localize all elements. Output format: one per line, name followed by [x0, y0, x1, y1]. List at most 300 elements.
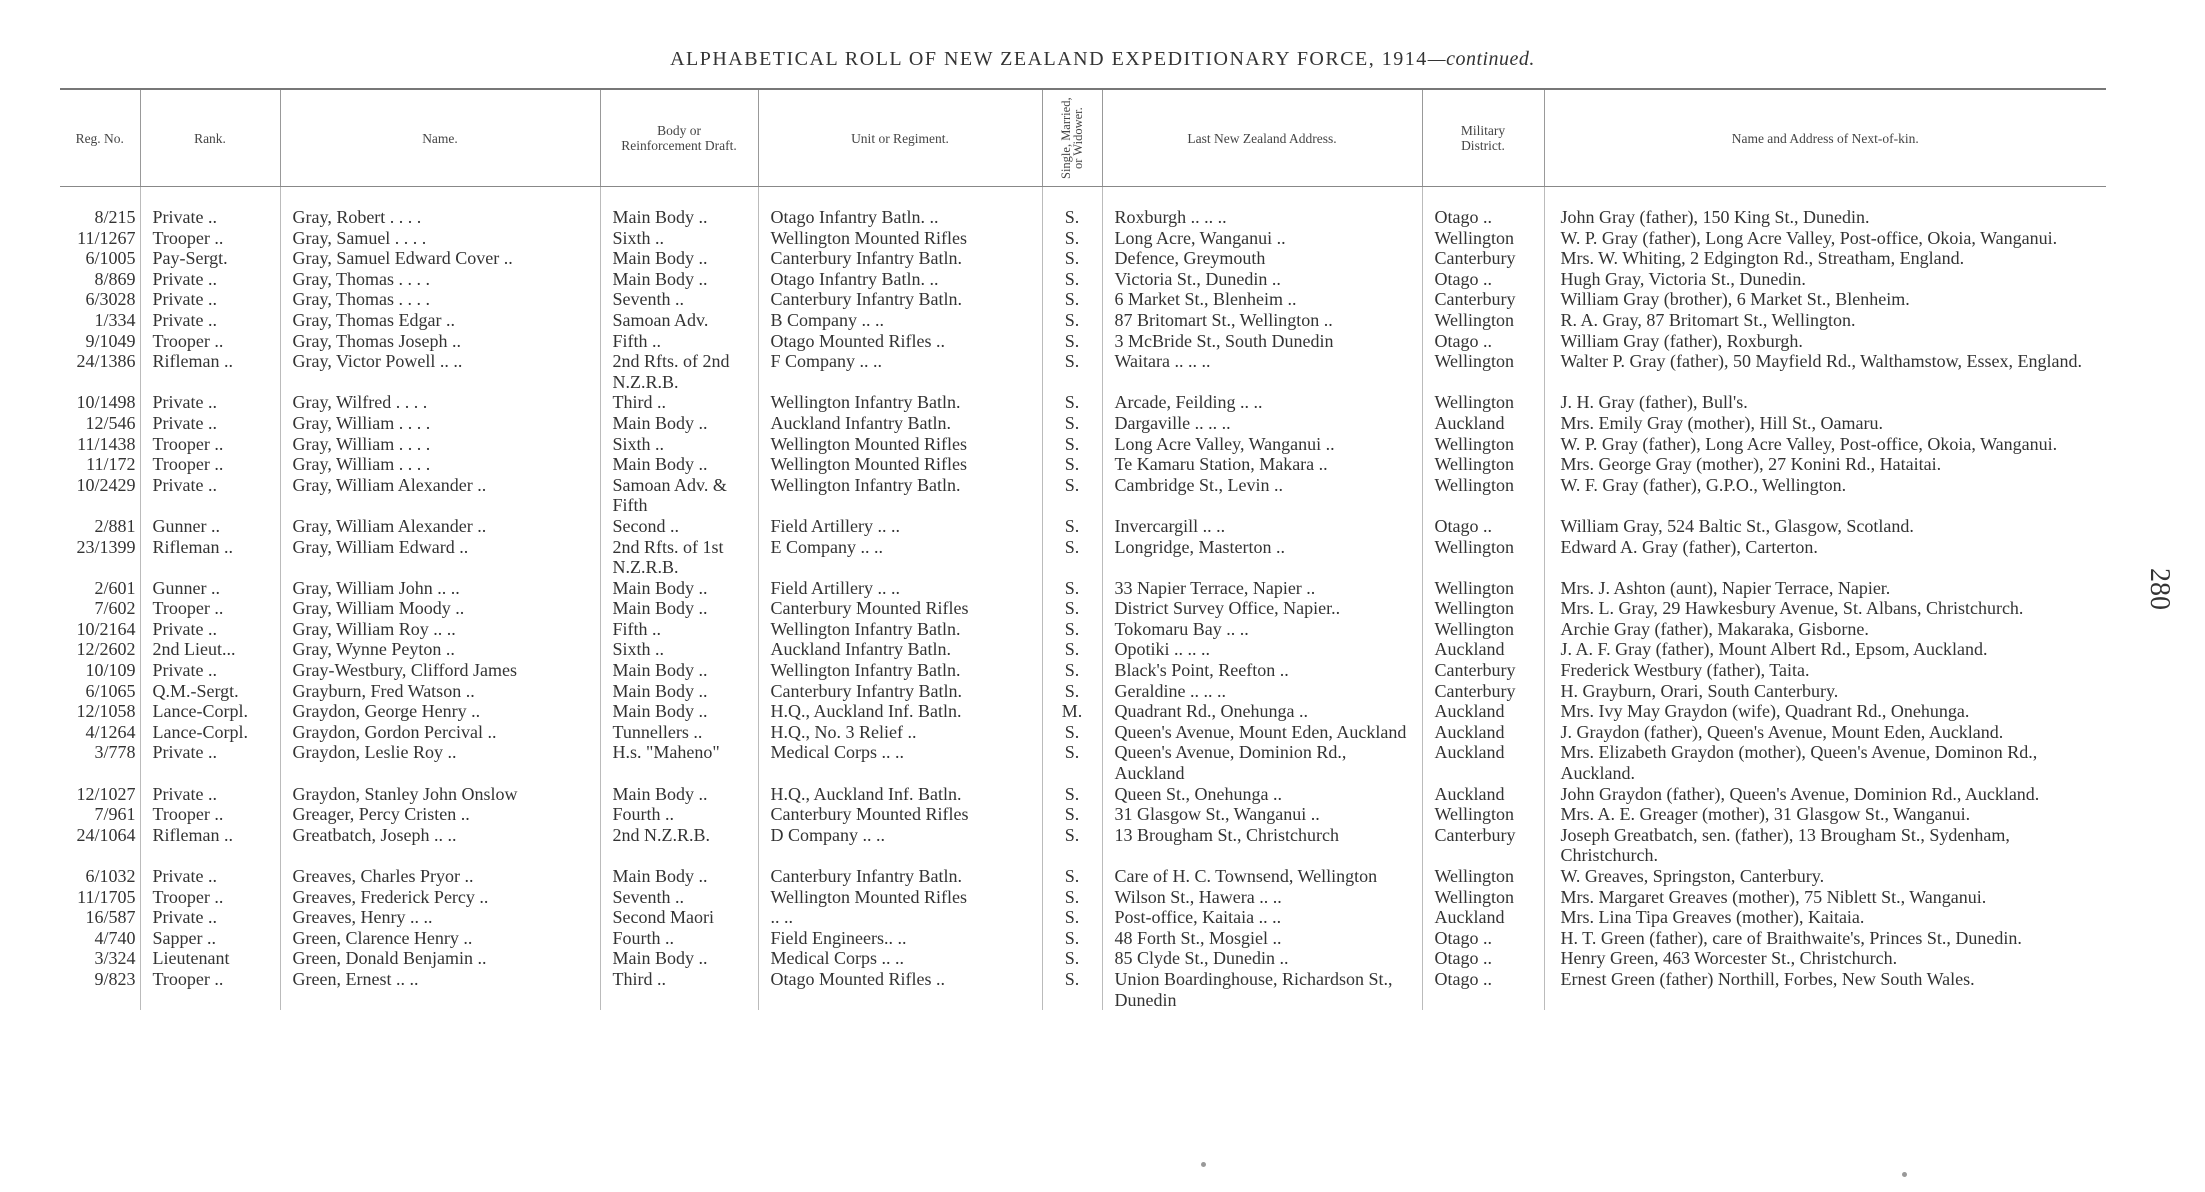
- status-cell: M.: [1042, 701, 1102, 722]
- name-cell: Gray, William Alexander ..: [280, 516, 600, 537]
- reg-no-cell: 6/1065: [85, 680, 136, 701]
- status-cell: S.: [1042, 619, 1102, 640]
- unit-cell: Field Artillery .. ..: [758, 516, 1042, 537]
- address-cell: Waitara .. .. ..: [1102, 351, 1422, 392]
- table-row: [60, 454, 2106, 475]
- district-cell: Wellington: [1422, 228, 1544, 249]
- address-cell: 6 Market St., Blenheim ..: [1102, 289, 1422, 310]
- next-of-kin-cell: John Graydon (father), Queen's Avenue, Dominion Rd., Auckland.: [1544, 784, 2106, 805]
- rank-cell: Private ..: [140, 784, 280, 805]
- col-header-name: Name.: [280, 89, 600, 187]
- rank-cell: Gunner ..: [140, 578, 280, 599]
- next-of-kin-cell: Walter P. Gray (father), 50 Mayfield Rd., Walthamstow, Essex, England.: [1544, 351, 2106, 392]
- address-cell: Cambridge St., Levin ..: [1102, 475, 1422, 516]
- body-cell: Fifth ..: [600, 619, 758, 640]
- next-of-kin-cell: Frederick Westbury (father), Taita.: [1544, 660, 2106, 681]
- reg-no-cell: 4/740: [94, 927, 136, 948]
- rank-cell: Private ..: [140, 187, 280, 228]
- district-cell: Auckland: [1422, 907, 1544, 928]
- table-row: [60, 413, 2106, 434]
- rank-cell: Trooper ..: [140, 804, 280, 825]
- district-cell: Otago ..: [1422, 948, 1544, 969]
- col-header-reg-no: Reg. No.: [60, 89, 140, 187]
- table-row: [60, 392, 2106, 413]
- status-cell: S.: [1042, 969, 1102, 1010]
- name-cell: Gray, Thomas Edgar ..: [280, 310, 600, 331]
- status-cell: S.: [1042, 413, 1102, 434]
- rank-cell: Private ..: [140, 413, 280, 434]
- body-cell: 2nd N.Z.R.B.: [600, 825, 758, 866]
- reg-no-cell: 2/881: [94, 515, 136, 536]
- name-cell: Gray, Samuel . . . .: [280, 228, 600, 249]
- unit-cell: H.Q., Auckland Inf. Batln.: [758, 784, 1042, 805]
- rank-cell: Private ..: [140, 619, 280, 640]
- next-of-kin-cell: Archie Gray (father), Makaraka, Gisborne.: [1544, 619, 2106, 640]
- rank-cell: Q.M.-Sergt.: [140, 681, 280, 702]
- status-cell: S.: [1042, 269, 1102, 290]
- continued-label: —continued.: [1427, 48, 1535, 70]
- unit-cell: E Company .. ..: [758, 537, 1042, 578]
- rank-cell: Private ..: [140, 660, 280, 681]
- col-header-status-text: Single, Married, or Widower.: [1059, 97, 1085, 179]
- body-cell: 2nd Rfts. of 2nd N.Z.R.B.: [600, 351, 758, 392]
- address-cell: Care of H. C. Townsend, Wellington: [1102, 866, 1422, 887]
- next-of-kin-cell: William Gray (brother), 6 Market St., Blenheim.: [1544, 289, 2106, 310]
- table-row: [60, 784, 2106, 805]
- next-of-kin-cell: W. P. Gray (father), Long Acre Valley, Post-office, Okoia, Wanganui.: [1544, 228, 2106, 249]
- col-header-unit: Unit or Regiment.: [758, 89, 1042, 187]
- table-body: [60, 187, 2106, 1011]
- reg-no-cell: 2/601: [94, 577, 136, 598]
- reg-no-cell: 7/602: [94, 598, 136, 619]
- name-cell: Greaves, Henry .. ..: [280, 907, 600, 928]
- unit-cell: Otago Infantry Batln. ..: [758, 187, 1042, 228]
- body-cell: H.s. "Maheno": [600, 742, 758, 783]
- reg-no-cell: 10/2164: [76, 618, 136, 639]
- address-cell: Defence, Greymouth: [1102, 248, 1422, 269]
- reg-no-cell: 11/1705: [77, 886, 136, 907]
- status-cell: S.: [1042, 804, 1102, 825]
- unit-cell: Wellington Mounted Rifles: [758, 887, 1042, 908]
- unit-cell: Canterbury Mounted Rifles: [758, 598, 1042, 619]
- unit-cell: Otago Mounted Rifles ..: [758, 969, 1042, 1010]
- body-cell: 2nd Rfts. of 1st N.Z.R.B.: [600, 537, 758, 578]
- name-cell: Gray, William Roy .. ..: [280, 619, 600, 640]
- table-row: [60, 578, 2106, 599]
- unit-cell: Wellington Infantry Batln.: [758, 475, 1042, 516]
- name-cell: Greatbatch, Joseph .. ..: [280, 825, 600, 866]
- district-cell: Wellington: [1422, 454, 1544, 475]
- district-cell: Wellington: [1422, 598, 1544, 619]
- table-row: [60, 351, 2106, 392]
- col-header-body: [600, 89, 758, 187]
- district-cell: Wellington: [1422, 887, 1544, 908]
- body-cell: Third ..: [600, 392, 758, 413]
- name-cell: Gray, William Edward ..: [280, 537, 600, 578]
- body-cell: Sixth ..: [600, 434, 758, 455]
- address-cell: 33 Napier Terrace, Napier ..: [1102, 578, 1422, 599]
- body-cell: Second ..: [600, 516, 758, 537]
- next-of-kin-cell: Mrs. Margaret Greaves (mother), 75 Niblett St., Wanganui.: [1544, 887, 2106, 908]
- table-row: [60, 598, 2106, 619]
- status-cell: S.: [1042, 722, 1102, 743]
- district-cell: Auckland: [1422, 413, 1544, 434]
- name-cell: Gray, Thomas . . . .: [280, 289, 600, 310]
- next-of-kin-cell: Hugh Gray, Victoria St., Dunedin.: [1544, 269, 2106, 290]
- table-row: [60, 660, 2106, 681]
- unit-cell: Wellington Mounted Rifles: [758, 228, 1042, 249]
- unit-cell: Wellington Infantry Batln.: [758, 660, 1042, 681]
- body-cell: Main Body ..: [600, 948, 758, 969]
- table-row: [60, 228, 2106, 249]
- status-cell: S.: [1042, 639, 1102, 660]
- body-cell: Second Maori: [600, 907, 758, 928]
- name-cell: Greager, Percy Cristen ..: [280, 804, 600, 825]
- status-cell: S.: [1042, 392, 1102, 413]
- next-of-kin-cell: Mrs. W. Whiting, 2 Edgington Rd., Streatham, England.: [1544, 248, 2106, 269]
- address-cell: Victoria St., Dunedin ..: [1102, 269, 1422, 290]
- address-cell: Dargaville .. .. ..: [1102, 413, 1422, 434]
- page-title: [0, 48, 2205, 71]
- rank-cell: Trooper ..: [140, 331, 280, 352]
- name-cell: Gray, Thomas . . . .: [280, 269, 600, 290]
- rank-cell: Rifleman ..: [140, 537, 280, 578]
- next-of-kin-cell: J. Graydon (father), Queen's Avenue, Mount Eden, Auckland.: [1544, 722, 2106, 743]
- table-row: [60, 681, 2106, 702]
- address-cell: Queen's Avenue, Dominion Rd., Auckland: [1102, 742, 1422, 783]
- rank-cell: Trooper ..: [140, 228, 280, 249]
- rank-cell: Private ..: [140, 907, 280, 928]
- status-cell: S.: [1042, 578, 1102, 599]
- reg-no-cell: 6/3028: [85, 289, 136, 310]
- name-cell: Gray, Wilfred . . . .: [280, 392, 600, 413]
- name-cell: Greaves, Charles Pryor ..: [280, 866, 600, 887]
- table-row: [60, 969, 2106, 1010]
- address-cell: 48 Forth St., Mosgiel ..: [1102, 928, 1422, 949]
- district-cell: Otago ..: [1422, 928, 1544, 949]
- status-cell: S.: [1042, 887, 1102, 908]
- table-row: [60, 742, 2106, 783]
- status-cell: S.: [1042, 681, 1102, 702]
- next-of-kin-cell: Mrs. Ivy May Graydon (wife), Quadrant Rd., Onehunga.: [1544, 701, 2106, 722]
- body-cell: Main Body ..: [600, 701, 758, 722]
- rank-cell: Private ..: [140, 310, 280, 331]
- table-row: [60, 701, 2106, 722]
- address-cell: Longridge, Masterton ..: [1102, 537, 1422, 578]
- unit-cell: H.Q., Auckland Inf. Batln.: [758, 701, 1042, 722]
- rank-cell: Lieutenant: [140, 948, 280, 969]
- address-cell: 13 Brougham St., Christchurch: [1102, 825, 1422, 866]
- roll-table: [60, 88, 2106, 1010]
- name-cell: Green, Clarence Henry ..: [280, 928, 600, 949]
- name-cell: Gray, Thomas Joseph ..: [280, 331, 600, 352]
- next-of-kin-cell: Mrs. A. E. Greager (mother), 31 Glasgow St., Wanganui.: [1544, 804, 2106, 825]
- body-cell: Sixth ..: [600, 639, 758, 660]
- address-cell: Queen's Avenue, Mount Eden, Auckland: [1102, 722, 1422, 743]
- body-cell: Samoan Adv. & Fifth: [600, 475, 758, 516]
- next-of-kin-cell: H. Grayburn, Orari, South Canterbury.: [1544, 681, 2106, 702]
- address-cell: 31 Glasgow St., Wanganui ..: [1102, 804, 1422, 825]
- col-header-address: Last New Zealand Address.: [1102, 89, 1422, 187]
- status-cell: S.: [1042, 598, 1102, 619]
- table-row: [60, 516, 2106, 537]
- district-cell: Auckland: [1422, 784, 1544, 805]
- district-cell: Canterbury: [1422, 248, 1544, 269]
- body-cell: Main Body ..: [600, 660, 758, 681]
- status-cell: S.: [1042, 434, 1102, 455]
- next-of-kin-cell: R. A. Gray, 87 Britomart St., Wellington.: [1544, 310, 2106, 331]
- status-cell: S.: [1042, 187, 1102, 228]
- table-row: [60, 722, 2106, 743]
- reg-no-cell: 11/1438: [77, 433, 136, 454]
- table-row: [60, 866, 2106, 887]
- reg-no-cell: 12/1058: [76, 701, 136, 722]
- table-row: [60, 907, 2106, 928]
- next-of-kin-cell: Henry Green, 463 Worcester St., Christchurch.: [1544, 948, 2106, 969]
- reg-no-cell: 10/2429: [76, 474, 136, 495]
- next-of-kin-cell: Mrs. Lina Tipa Greaves (mother), Kaitaia.: [1544, 907, 2106, 928]
- district-cell: Wellington: [1422, 392, 1544, 413]
- rank-cell: Gunner ..: [140, 516, 280, 537]
- table-row: [60, 887, 2106, 908]
- col-header-district: [1422, 89, 1544, 187]
- reg-no-cell: 11/172: [86, 454, 136, 475]
- district-cell: Wellington: [1422, 866, 1544, 887]
- name-cell: Gray-Westbury, Clifford James: [280, 660, 600, 681]
- rank-cell: Private ..: [140, 269, 280, 290]
- table-row: [60, 269, 2106, 290]
- district-cell: Auckland: [1422, 639, 1544, 660]
- rank-cell: Lance-Corpl.: [140, 701, 280, 722]
- rank-cell: Private ..: [140, 392, 280, 413]
- status-cell: S.: [1042, 516, 1102, 537]
- rank-cell: Private ..: [140, 742, 280, 783]
- table-row: [60, 825, 2106, 866]
- address-cell: Post-office, Kaitaia .. ..: [1102, 907, 1422, 928]
- body-cell: Main Body ..: [600, 784, 758, 805]
- body-cell: Main Body ..: [600, 413, 758, 434]
- rank-cell: Private ..: [140, 289, 280, 310]
- reg-no-cell: 12/1027: [76, 783, 136, 804]
- district-cell: Wellington: [1422, 434, 1544, 455]
- address-cell: 87 Britomart St., Wellington ..: [1102, 310, 1422, 331]
- next-of-kin-cell: H. T. Green (father), care of Braithwaite's, Princes St., Dunedin.: [1544, 928, 2106, 949]
- reg-no-cell: 12/2602: [76, 639, 136, 660]
- body-cell: Sixth ..: [600, 228, 758, 249]
- status-cell: S.: [1042, 475, 1102, 516]
- reg-no-cell: 10/1498: [76, 392, 136, 413]
- address-cell: 3 McBride St., South Dunedin: [1102, 331, 1422, 352]
- address-cell: Black's Point, Reefton ..: [1102, 660, 1422, 681]
- col-header-body-text: Body or Reinforcement Draft.: [621, 123, 737, 153]
- status-cell: S.: [1042, 784, 1102, 805]
- address-cell: Roxburgh .. .. ..: [1102, 187, 1422, 228]
- next-of-kin-cell: W. F. Gray (father), G.P.O., Wellington.: [1544, 475, 2106, 516]
- address-cell: Quadrant Rd., Onehunga ..: [1102, 701, 1422, 722]
- district-cell: Otago ..: [1422, 516, 1544, 537]
- next-of-kin-cell: John Gray (father), 150 King St., Dunedin.: [1544, 187, 2106, 228]
- unit-cell: Wellington Infantry Batln.: [758, 619, 1042, 640]
- address-cell: Union Boardinghouse, Richardson St., Dunedin: [1102, 969, 1422, 1010]
- district-cell: Wellington: [1422, 351, 1544, 392]
- district-cell: Wellington: [1422, 310, 1544, 331]
- district-cell: Otago ..: [1422, 331, 1544, 352]
- reg-no-cell: 4/1264: [85, 721, 136, 742]
- col-header-rank: Rank.: [140, 89, 280, 187]
- body-cell: Samoan Adv.: [600, 310, 758, 331]
- address-cell: Queen St., Onehunga ..: [1102, 784, 1422, 805]
- district-cell: Canterbury: [1422, 289, 1544, 310]
- district-cell: Wellington: [1422, 578, 1544, 599]
- unit-cell: B Company .. ..: [758, 310, 1042, 331]
- next-of-kin-cell: W. P. Gray (father), Long Acre Valley, Post-office, Okoia, Wanganui.: [1544, 434, 2106, 455]
- district-cell: Wellington: [1422, 619, 1544, 640]
- next-of-kin-cell: Joseph Greatbatch, sen. (father), 13 Brougham St., Sydenham, Christchurch.: [1544, 825, 2106, 866]
- body-cell: Tunnellers ..: [600, 722, 758, 743]
- status-cell: S.: [1042, 660, 1102, 681]
- unit-cell: Medical Corps .. ..: [758, 742, 1042, 783]
- district-cell: Wellington: [1422, 804, 1544, 825]
- unit-cell: Canterbury Infantry Batln.: [758, 289, 1042, 310]
- district-cell: Auckland: [1422, 742, 1544, 783]
- reg-no-cell: 24/1386: [76, 351, 136, 372]
- unit-cell: Wellington Mounted Rifles: [758, 434, 1042, 455]
- status-cell: S.: [1042, 537, 1102, 578]
- rank-cell: Trooper ..: [140, 598, 280, 619]
- rank-cell: Rifleman ..: [140, 351, 280, 392]
- name-cell: Graydon, Stanley John Onslow: [280, 784, 600, 805]
- table-row: [60, 639, 2106, 660]
- unit-cell: D Company .. ..: [758, 825, 1042, 866]
- table-row: [60, 187, 2106, 228]
- status-cell: S.: [1042, 331, 1102, 352]
- next-of-kin-cell: J. H. Gray (father), Bull's.: [1544, 392, 2106, 413]
- unit-cell: Otago Mounted Rifles ..: [758, 331, 1042, 352]
- next-of-kin-cell: Mrs. Emily Gray (mother), Hill St., Oamaru.: [1544, 413, 2106, 434]
- next-of-kin-cell: W. Greaves, Springston, Canterbury.: [1544, 866, 2106, 887]
- name-cell: Green, Donald Benjamin ..: [280, 948, 600, 969]
- address-cell: 85 Clyde St., Dunedin ..: [1102, 948, 1422, 969]
- district-cell: Otago ..: [1422, 269, 1544, 290]
- name-cell: Gray, William Alexander ..: [280, 475, 600, 516]
- status-cell: S.: [1042, 907, 1102, 928]
- table-row: [60, 331, 2106, 352]
- table-row: [60, 248, 2106, 269]
- reg-no-cell: 8/215: [94, 207, 136, 227]
- unit-cell: Wellington Infantry Batln.: [758, 392, 1042, 413]
- rank-cell: Trooper ..: [140, 887, 280, 908]
- rank-cell: 2nd Lieut...: [140, 639, 280, 660]
- body-cell: Main Body ..: [600, 269, 758, 290]
- reg-no-cell: 16/587: [85, 907, 136, 928]
- address-cell: Invercargill .. ..: [1102, 516, 1422, 537]
- next-of-kin-cell: Mrs. Elizabeth Graydon (mother), Queen's Avenue, Dominon Rd., Auckland.: [1544, 742, 2106, 783]
- address-cell: Wilson St., Hawera .. ..: [1102, 887, 1422, 908]
- body-cell: Main Body ..: [600, 187, 758, 228]
- table-row: [60, 619, 2106, 640]
- status-cell: S.: [1042, 351, 1102, 392]
- rank-cell: Rifleman ..: [140, 825, 280, 866]
- reg-no-cell: 9/1049: [85, 330, 136, 351]
- name-cell: Gray, Robert . . . .: [280, 187, 600, 228]
- body-cell: Fifth ..: [600, 331, 758, 352]
- reg-no-cell: 6/1005: [85, 248, 136, 269]
- rank-cell: Pay-Sergt.: [140, 248, 280, 269]
- reg-no-cell: 11/1267: [77, 227, 136, 248]
- address-cell: Te Kamaru Station, Makara ..: [1102, 454, 1422, 475]
- address-cell: District Survey Office, Napier..: [1102, 598, 1422, 619]
- table-header: [60, 89, 2106, 187]
- next-of-kin-cell: William Gray, 524 Baltic St., Glasgow, Scotland.: [1544, 516, 2106, 537]
- name-cell: Gray, Victor Powell .. ..: [280, 351, 600, 392]
- next-of-kin-cell: Mrs. George Gray (mother), 27 Konini Rd., Hataitai.: [1544, 454, 2106, 475]
- next-of-kin-cell: Ernest Green (father) Northill, Forbes, New South Wales.: [1544, 969, 2106, 1010]
- table-row: [60, 928, 2106, 949]
- district-cell: Wellington: [1422, 537, 1544, 578]
- name-cell: Graydon, Leslie Roy ..: [280, 742, 600, 783]
- status-cell: S.: [1042, 310, 1102, 331]
- reg-no-cell: 3/778: [94, 742, 136, 763]
- col-header-district-text: Military District.: [1460, 123, 1506, 153]
- address-cell: Long Acre Valley, Wanganui ..: [1102, 434, 1422, 455]
- district-cell: Canterbury: [1422, 681, 1544, 702]
- rank-cell: Sapper ..: [140, 928, 280, 949]
- unit-cell: Auckland Infantry Batln.: [758, 413, 1042, 434]
- status-cell: S.: [1042, 454, 1102, 475]
- next-of-kin-cell: Mrs. L. Gray, 29 Hawkesbury Avenue, St. Albans, Christchurch.: [1544, 598, 2106, 619]
- unit-cell: Canterbury Infantry Batln.: [758, 866, 1042, 887]
- name-cell: Gray, Samuel Edward Cover ..: [280, 248, 600, 269]
- col-header-status: [1042, 89, 1102, 187]
- body-cell: Seventh ..: [600, 289, 758, 310]
- next-of-kin-cell: Edward A. Gray (father), Carterton.: [1544, 537, 2106, 578]
- reg-no-cell: 6/1032: [85, 866, 136, 886]
- rank-cell: Private ..: [140, 866, 280, 887]
- reg-no-cell: 7/961: [94, 804, 136, 825]
- table-row: [60, 804, 2106, 825]
- reg-no-cell: 1/334: [94, 309, 136, 330]
- table-row: [60, 434, 2106, 455]
- print-speck: [1902, 1172, 1907, 1177]
- body-cell: Main Body ..: [600, 598, 758, 619]
- name-cell: Gray, Wynne Peyton ..: [280, 639, 600, 660]
- unit-cell: Medical Corps .. ..: [758, 948, 1042, 969]
- status-cell: S.: [1042, 866, 1102, 887]
- table-row: [60, 310, 2106, 331]
- rank-cell: Trooper ..: [140, 434, 280, 455]
- status-cell: S.: [1042, 289, 1102, 310]
- page-number: 280: [2144, 568, 2175, 610]
- name-cell: Greaves, Frederick Percy ..: [280, 887, 600, 908]
- table-row: [60, 475, 2106, 516]
- name-cell: Graydon, Gordon Percival ..: [280, 722, 600, 743]
- reg-no-cell: 24/1064: [76, 824, 136, 845]
- table-row: [60, 948, 2106, 969]
- name-cell: Green, Ernest .. ..: [280, 969, 600, 1010]
- next-of-kin-cell: J. A. F. Gray (father), Mount Albert Rd., Epsom, Auckland.: [1544, 639, 2106, 660]
- district-cell: Canterbury: [1422, 825, 1544, 866]
- address-cell: Tokomaru Bay .. ..: [1102, 619, 1422, 640]
- status-cell: S.: [1042, 948, 1102, 969]
- unit-cell: Field Engineers.. ..: [758, 928, 1042, 949]
- rank-cell: Lance-Corpl.: [140, 722, 280, 743]
- unit-cell: H.Q., No. 3 Relief ..: [758, 722, 1042, 743]
- district-cell: Otago ..: [1422, 969, 1544, 1010]
- body-cell: Main Body ..: [600, 454, 758, 475]
- unit-cell: F Company .. ..: [758, 351, 1042, 392]
- address-cell: Opotiki .. .. ..: [1102, 639, 1422, 660]
- status-cell: S.: [1042, 248, 1102, 269]
